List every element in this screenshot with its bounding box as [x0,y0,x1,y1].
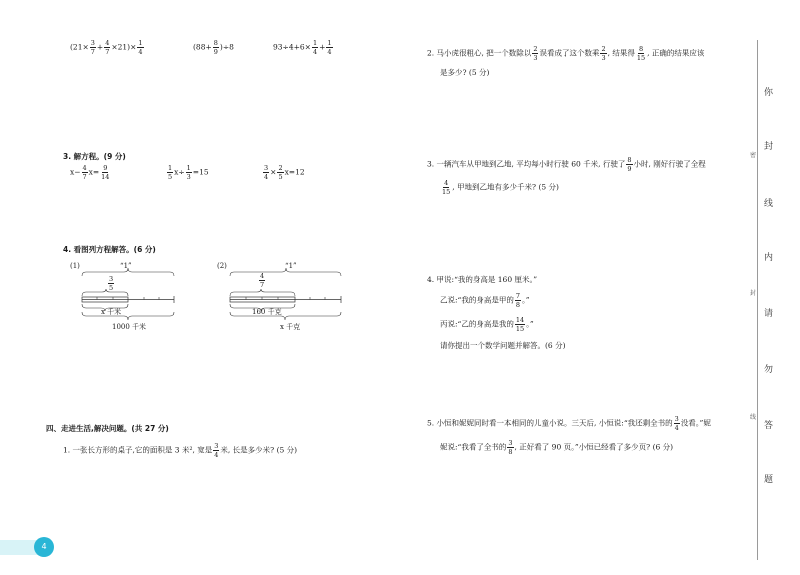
margin-char: 勿 [764,365,774,375]
calc-expression-1: (21× $\frac{3}{7}$ + $\frac{4}{7}$ ×21)× $\frac{1}{4}$ [70,39,143,56]
diagram-2-lines [228,268,348,328]
equation-2: $\frac{1}{5}$ x÷ $\frac{1}{3}$ =15 [168,164,209,181]
diagram-2-part-label: 160 千克 [252,308,282,316]
margin-char: 内 [764,253,774,263]
margin-mark: 线 [750,414,757,421]
page-number: 4 [34,537,54,557]
section-4-title: 四、走进生活,解决问题。(共 27 分) [46,424,169,433]
right-q4-line3: 丙说:“乙的身高是我的 $\frac{14}{15}$ 。” [440,316,534,333]
margin-char: 题 [764,475,774,485]
diagram-2-top-label: “1” [285,262,297,270]
right-q2-line2: 是多少? (5 分) [440,68,490,77]
diagram-2-fraction: $\frac{4}{7}$ [260,272,265,289]
diagram-1-total-label: 1000 千米 [112,323,147,331]
right-q4-line2: 乙说:“我的身高是甲的 $\frac{7}{8}$ 。” [440,292,530,309]
margin-char: 请 [764,309,774,319]
margin-mark: 封 [750,290,757,297]
right-q3: 3. 一辆汽车从甲地到乙地, 平均每小时行驶 60 千米, 行驶了 $\frac{8}{9}$ 小时, 刚好行驶了全程 [427,156,706,173]
right-q5: 5. 小恒和妮妮同时看一本相同的儿童小说。三天后, 小恒说:“我还剩全书的 $\frac{3}{4}$ 没看。”妮 [427,415,711,432]
right-q5-line2: 妮说:“我看了全书的 $\frac{3}{8}$ , 正好看了 90 页。”小恒已经看了多少页? (6 分) [440,439,674,456]
margin-char: 答 [764,421,774,431]
q4-title: 4. 看图列方程解答。(6 分) [63,245,156,254]
section-4-q1: 1. 一张长方形的桌子,它的面积是 3 米², 宽是 $\frac{3}{4}$ 米, 长是多少米? (5 分) [63,442,298,459]
margin-char: 你 [764,88,774,98]
diagram-1-part-label: x 千米 [101,308,122,316]
diagram-1-top-label: “1” [120,262,132,270]
right-q3-line2: $\frac{4}{15}$ , 甲地到乙地有多少千米? (5 分) [442,179,559,196]
right-q2: 2. 马小虎很粗心, 把一个数除以 $\frac{2}{3}$ 误看成了这个数乘 $\frac{2}{3}$ , 结果得 $\frac{8}{15}$ , 正确的结果应该 [427,45,705,62]
right-q4-line1: 4. 甲说:“我的身高是 160 厘米。” [427,275,538,284]
seal-line [757,40,758,560]
diagram-2-label: (2) [217,262,227,270]
q3-title: 3. 解方程。(9 分) [63,152,126,161]
right-q4-line4: 请你提出一个数学问题并解答。(6 分) [440,341,566,350]
calc-expression-3: 93÷4+6× $\frac{1}{4}$ + $\frac{1}{4}$ [273,39,332,56]
diagram-1-label: (1) [70,262,80,270]
equation-3: $\frac{3}{4}$ × $\frac{2}{5}$ x=12 [264,164,305,181]
diagram-1-fraction: $\frac{3}{5}$ [109,275,114,292]
margin-mark: 密 [750,152,757,159]
margin-char: 封 [764,142,774,152]
calc-expression-2: (88+ $\frac{8}{9}$ )÷8 [193,39,234,56]
margin-char: 线 [764,199,774,209]
equation-1: x− $\frac{4}{7}$ x= $\frac{9}{14}$ [70,164,110,181]
diagram-2-total-label: x 千克 [280,323,301,331]
diagram-1-lines [80,268,180,328]
